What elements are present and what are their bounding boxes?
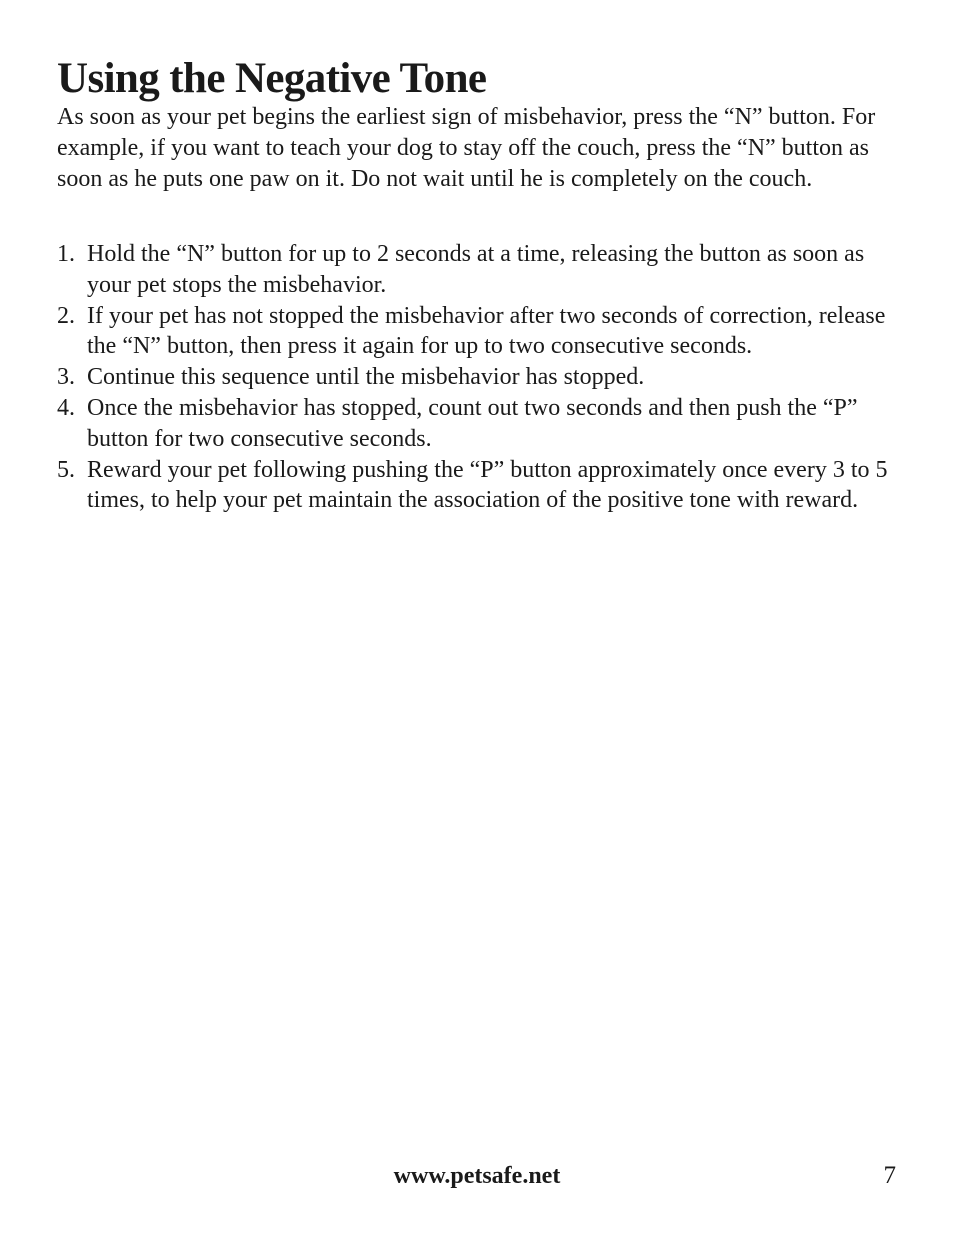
step-number: 3.	[57, 364, 75, 391]
step-item	[57, 239, 902, 301]
step-item	[57, 455, 902, 517]
step-number: 2.	[57, 302, 75, 329]
intro-paragraph: As soon as your pet begins the earliest sign of misbehavior, press the “N” button. For example, if you want to teach your dog to stay off the couch, press the “N” button as soon as he puts one paw on it. Do not wait until he is completely on the couch.	[57, 104, 876, 192]
step-item	[57, 393, 902, 455]
footer-website-url: www.petsafe.net	[393, 1163, 561, 1189]
page-number: 7	[883, 1162, 896, 1189]
step-text: Reward your pet following pushing the “P” button approximately once every 3 to 5 times, to help your pet maintain the association of the positive tone with reward.	[87, 456, 888, 514]
step-number: 1.	[57, 241, 75, 267]
step-item	[57, 301, 902, 363]
step-text: Continue this sequence until the misbehavior has stopped.	[87, 364, 645, 391]
page-title: Using the Negative Tone	[57, 55, 487, 102]
step-text: Hold the “N” button for up to 2 seconds at a time, releasing the button as soon as your pet stops the misbehavior.	[87, 241, 865, 298]
step-text: If your pet has not stopped the misbehavior after two seconds of correction, release the “N” button, then press it again for up to two consecutive seconds.	[87, 302, 886, 360]
step-text: Once the misbehavior has stopped, count out two seconds and then push the “P” button for two consecutive seconds.	[87, 394, 858, 452]
step-number: 4.	[57, 394, 75, 421]
step-item	[57, 362, 902, 393]
step-number: 5.	[57, 456, 75, 483]
steps-list	[57, 239, 902, 516]
